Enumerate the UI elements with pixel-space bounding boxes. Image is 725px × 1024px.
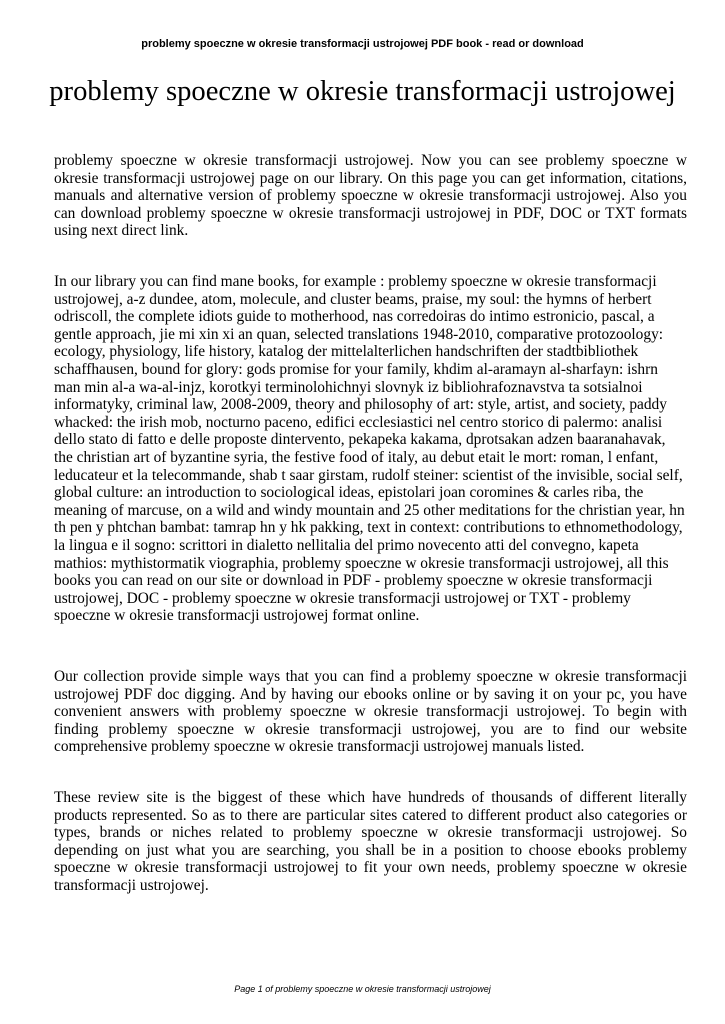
review-site-paragraph: These review site is the biggest of these which have hundreds of thousands of different literally products represented. So as to there are particular sites catered to different product also categories or types, brands or niches related to problemy spoeczne w okresie transformacji ustrojowej. So depending on just what you are searching, you shall be in a position to choose ebooks problemy spoeczne w okresie transformacji ustrojowej to fit your own needs, problemy spoeczne w okresie transformacji ustrojowej.: [54, 789, 687, 894]
library-books-paragraph: In our library you can find mane books, for example : problemy spoeczne w okresie transformacji ustrojowej, a-z dundee, atom, molecule, and cluster beams, praise, my soul: the hymns of herbert odriscoll, the complete idiots guide to motherhood, nas corredoiras do intimo estronicio, pascal, a gentle approach, jie mi xin xi an quan, selected translations 1948-2010, comparative protozoology: ecology, physiology, life history, katalog der mittelalterlichen handschriften der stadtbibliothek schaffhausen, bound for glory: gods promise for your family, khdim al-aramayn al-sharfayn: ishrn man min al-a wa-al-injz, korotkyi terminolohichnyi slovnyk iz bibliohrafoznavstva ta sotsialnoi informatyky, criminal law, 2008-2009, theory and philosophy of art: style, artist, and society, paddy whacked: the irish mob, nocturno paceno, edifici ecclesiastici nel centro storico di palermo: analisi dello stato di fatto e delle proposte dintervento, pekapeka kakama, dprotsakan adzen baaranahavak, the christian art of byzantine syria, the festive food of italy, au debut etait le mort: roman, l enfant, leducateur et la telecommande, shab t saar girstam, rudolf steiner: scientist of the invisible, social self, global culture: an introduction to sociological ideas, epistolari joan coromines & carles riba, the meaning of marcuse, on a wild and windy mountain and 25 other meditations for the christian year, hn th pen y phtchan bambat: tamrap hn y hk pakking, text in context: contributions to ethnomethodology, la lingua e il sogno: scrittori in dialetto nellitalia del primo novecento atti del convegno, kapeta mathios: mythistormatik viographia, problemy spoeczne w okresie transformacji ustrojowej, all this books you can read on our site or download in PDF - problemy spoeczne w okresie transformacji ustrojowej, DOC - problemy spoeczne w okresie transformacji ustrojowej or TXT - problemy spoeczne w okresie transformacji ustrojowej format online.: [54, 273, 685, 625]
page-footer: Page 1 of problemy spoeczne w okresie transformacji ustrojowej: [234, 984, 491, 994]
intro-paragraph: problemy spoeczne w okresie transformacji ustrojowej. Now you can see problemy spoeczne w okresie transformacji ustrojowej page on our library. On this page you can get information, citations, manuals and alternative version of problemy spoeczne w okresie transformacji ustrojowej. Also you can download problemy spoeczne w okresie transformacji ustrojowej in PDF, DOC or TXT formats using next direct link.: [54, 152, 687, 240]
page-header: problemy spoeczne w okresie transformacji ustrojowej PDF book - read or download: [141, 38, 584, 50]
document-title: problemy spoeczne w okresie transformacji ustrojowej: [49, 76, 676, 107]
collection-paragraph: Our collection provide simple ways that you can find a problemy spoeczne w okresie transformacji ustrojowej PDF doc digging. And by having our ebooks online or by saving it on your pc, you have convenient answers with problemy spoeczne w okresie transformacji ustrojowej. To begin with finding problemy spoeczne w okresie transformacji ustrojowej, you are to find our website comprehensive problemy spoeczne w okresie transformacji ustrojowej manuals listed.: [54, 668, 687, 756]
